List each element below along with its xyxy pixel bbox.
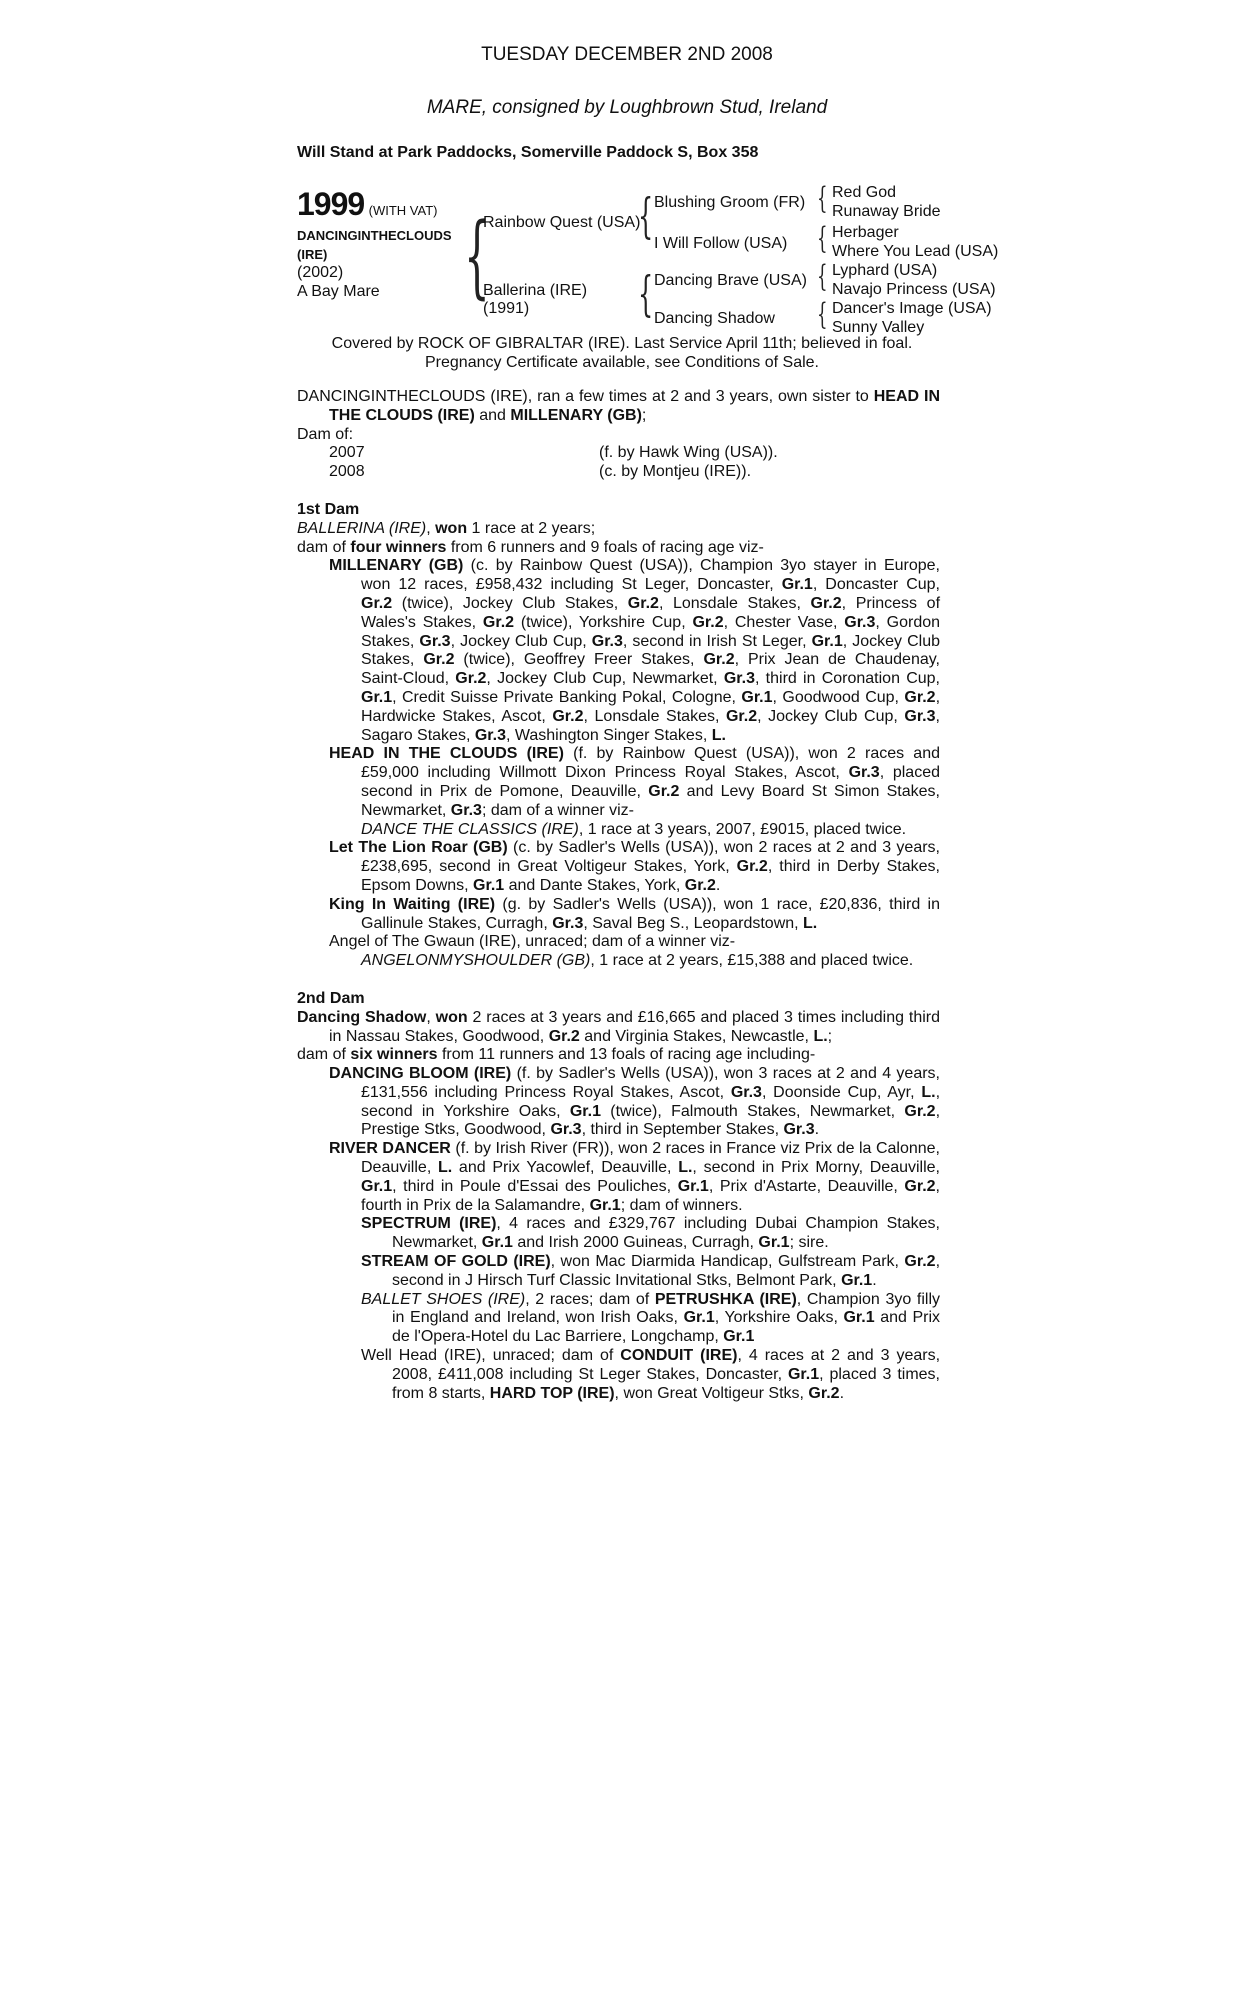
text-segment: L. [711,726,726,744]
brace-dd: { [817,297,828,332]
horse-year: (2002) [297,264,344,281]
pedigree-ss: Blushing Groom (FR) [654,194,806,211]
text-segment: Gr.3 [783,1121,815,1139]
first-dam-heading: 1st Dam [297,500,360,518]
text-segment: SPECTRUM (IRE) [361,1215,497,1233]
catalogue-body [297,388,940,1403]
text-segment: Gr.1 [361,688,393,706]
text-segment: (f. by Irish River (FR)), won 2 races in France viz Prix de la Calonne, Deauville, [361,1140,940,1177]
text-segment: Gr.3 [844,613,876,631]
text-segment: L. [813,1027,828,1045]
text-segment: , Hardwicke Stakes, Ascot, [361,688,941,725]
text-segment: , Jockey Club Cup, [757,707,905,725]
brace-sd: { [817,221,828,256]
text-segment: Gr.1 [758,1234,790,1252]
text-segment: Gr.2 [648,782,680,800]
text-segment: L. [678,1159,693,1177]
lot-header [297,186,437,223]
text-segment: Gr.1 [811,632,843,650]
text-segment: ; dam of a winner viz- [481,801,634,819]
text-segment: 2 races at 3 years and £16,665 and placed 3 times including third in Nassau Stakes, Goodwood, [329,1008,941,1045]
text-segment: , Yorkshire Oaks, [714,1309,844,1327]
text-segment: , 4 races and £329,767 including Dubai Champion Stakes, Newmarket, [392,1215,940,1252]
pedigree-dam-year: (1991) [483,300,530,317]
text-segment: and Levy Board St Simon Stakes, Newmarket, [361,782,940,819]
text-segment: Gr.2 [904,1253,936,1271]
text-segment: STREAM OF GOLD (IRE) [361,1253,551,1271]
text-segment: Gr.1 [841,1271,873,1289]
produce-entry [297,1065,940,1140]
text-segment: , Champion 3yo filly in England and Ireland, won Irish Oaks, [392,1290,940,1327]
text-segment: HEAD IN THE CLOUDS (IRE) [329,745,564,763]
text-segment: Gr.1 [589,1196,621,1214]
produce-entry [297,745,940,820]
text-segment: , won Great Voltigeur Stks, [614,1384,809,1402]
pedigree-dsd: Navajo Princess (USA) [832,281,996,298]
text-segment: King In Waiting (IRE) [329,895,496,913]
text-segment: won [435,1008,468,1026]
text-segment: (c. by Sadler's Wells (USA)), won 2 races at 2 and 3 years, £238,695, second in Great Voltigeur Stakes, York, [361,839,940,876]
intro-paragraph: DANCINGINTHECLOUDS (IRE), ran a few times at 2 and 3 years, own sister to HEAD IN THE CLOUDS (IRE) and MILLENARY (GB); [297,388,940,424]
text-segment: , Credit Suisse Private Banking Pokal, Cologne, [392,688,742,706]
text-segment: L. [803,914,818,932]
text-segment: Gr.2 [455,670,487,688]
pregnancy-line: Pregnancy Certificate available, see Conditions of Sale. [425,354,819,371]
text-segment: , second in Yorkshire Oaks, [361,1083,941,1120]
pedigree-sire: Rainbow Quest (USA) [483,214,641,231]
text-segment: DANCING BLOOM (IRE) [329,1065,512,1083]
text-segment: Gr.3 [848,764,880,782]
text-segment: , second in Irish St Leger, [622,632,812,650]
text-segment: Gr.3 [591,632,623,650]
produce-row: 2008 (c. by Montjeu (IRE)). [329,463,752,481]
brace-ds: { [817,259,828,294]
brace-ss: { [817,181,828,216]
text-segment: , Prix Jean de Chaudenay, Saint-Cloud, [361,651,941,688]
text-segment: , 2 races; dam of [525,1290,655,1308]
grand-produce-entry [297,1291,940,1347]
text-segment: (g. by Sadler's Wells (USA)), won 1 race, £20,836, third in Gallinule Stakes, Curragh, [361,895,940,932]
first-dam-line: BALLERINA (IRE), won 1 race at 2 years; [297,519,596,537]
text-segment: , Jockey Club Stakes, [361,632,940,669]
text-segment: Gr.3 [550,1121,582,1139]
text-segment: Gr.2 [725,707,758,725]
pedigree-dd: Dancing Shadow [654,310,775,327]
consignment-line: MARE, consigned by Loughbrown Stud, Ireland [426,97,828,118]
text-segment: , Doncaster Cup, [812,576,940,594]
text-segment: Dancing Shadow [297,1008,427,1026]
produce-entry [297,557,940,745]
pedigree-dds: Dancer's Image (USA) [832,300,992,317]
text-segment: Gr.2 [808,1384,840,1402]
horse-country: (IRE) [297,247,328,262]
horse-description: A Bay Mare [297,283,380,300]
lot-number: 1999 [297,186,365,222]
text-segment: . [814,1121,820,1139]
text-segment: HARD TOP (IRE) [489,1384,615,1402]
text-segment: ; sire. [789,1234,829,1252]
second-dam-summary [297,1046,940,1065]
text-segment: , fourth in Prix de la Salamandre, [361,1177,940,1214]
text-segment: Gr.3 [419,632,451,650]
text-segment: Gr.3 [552,914,584,932]
stand-location: Will Stand at Park Paddocks, Somerville Paddock S, Box 358 [297,144,759,161]
brace-main: { [464,204,490,309]
text-segment: Gr.2 [736,858,768,876]
text-segment: Gr.2 [684,876,716,894]
text-segment: , [426,1008,436,1026]
text-segment: L. [921,1083,936,1101]
grand-produce-entry [297,1215,940,1253]
text-segment: Gr.1 [843,1309,875,1327]
text-segment: Gr.2 [904,688,936,706]
text-segment: dam of [297,1046,351,1064]
text-segment: , Gordon Stakes, [361,613,941,650]
first-dam-summary: dam of four winners from 6 runners and 9 foals of racing age viz- [297,538,764,556]
text-segment: Gr.1 [361,1177,393,1195]
text-segment: Gr.2 [692,613,724,631]
grand-produce-entry [297,1347,940,1403]
covering-line: Covered by ROCK OF GIBRALTAR (IRE). Last Service April 11th; believed in foal. [331,335,913,352]
pedigree-ds: Dancing Brave (USA) [654,272,807,289]
text-segment: , third in Derby Stakes, Epsom Downs, [361,858,940,894]
text-segment: CONDUIT (IRE) [620,1347,738,1365]
second-dam-heading: 2nd Dam [297,989,365,1007]
text-segment: from 11 runners and 13 foals of racing age including- [437,1046,816,1064]
text-segment: , Prestige Stks, Goodwood, [361,1102,941,1139]
text-segment: , third in September Stakes, [581,1121,784,1139]
text-segment: Gr.1 [723,1328,755,1346]
text-segment: BALLET SHOES (IRE) [361,1290,526,1308]
pedigree-sds: Herbager [832,224,899,241]
text-segment: (f. by Rainbow Quest (USA)), won 2 races and £59,000 including Willmott Dixon Princess Royal Stakes, Ascot, [361,745,941,782]
sale-date: TUESDAY DECEMBER 2ND 2008 [481,44,773,65]
text-segment: and Virginia Stakes, Newcastle, [579,1027,814,1045]
text-segment: Gr.3 [730,1083,762,1101]
text-segment: Gr.3 [450,801,482,819]
text-segment: , Goodwood Cup, [772,688,905,706]
text-segment: , third in Coronation Cup, [755,670,940,688]
text-segment: Gr.3 [723,670,755,688]
produce-entry [297,1140,940,1215]
text-segment: Gr.2 [548,1027,580,1045]
horse-name: DANCINGINTHECLOUDS [297,228,452,243]
pedigree-sss: Red God [832,184,897,201]
text-segment: , Saval Beg S., Leopardstown, [583,914,804,932]
grand-produce-entry: ANGELONMYSHOULDER (GB), 1 race at 2 years, £15,388 and placed twice. [361,952,914,970]
text-segment: Let The Lion Roar (GB) [329,839,508,857]
text-segment: Gr.1 [781,576,813,594]
text-segment: and Prix de l'Opera-Hotel du Lac Barriere, Longchamp, [392,1309,941,1346]
text-segment: , placed second in Prix de Pomone, Deauville, [361,764,940,800]
text-segment: . [715,876,721,894]
text-segment: , 4 races at 2 and 3 years, 2008, £411,008 including St Leger Stakes, Doncaster, [392,1347,941,1383]
text-segment: , Chester Vase, [723,613,845,631]
grand-produce-entry: DANCE THE CLASSICS (IRE), 1 race at 3 years, 2007, £9015, placed twice. [361,820,907,838]
text-segment: , won Mac Diarmida Handicap, Gulfstream Park, [550,1253,905,1271]
text-segment: Gr.1 [741,688,773,706]
dam-of-label: Dam of: [297,425,354,443]
pedigree-ssd: Runaway Bride [832,203,941,220]
text-segment: Gr.2 [482,613,515,631]
text-segment: (twice), Jockey Club Stakes, [392,594,628,612]
grand-produce-entry [297,1253,940,1291]
text-segment: Gr.2 [703,651,735,669]
text-segment: L. [437,1159,453,1177]
text-segment: PETRUSHKA (IRE) [654,1290,797,1308]
text-segment: and Prix Yacowlef, Deauville, [452,1159,679,1177]
text-segment: , Doonside Cup, Ayr, [761,1083,922,1101]
text-segment: and Irish 2000 Guineas, Curragh, [512,1234,759,1252]
text-segment: RIVER DANCER [329,1140,451,1158]
text-segment: MILLENARY (GB) [329,557,464,575]
pedigree-ddd: Sunny Valley [832,319,925,336]
vat-note: (WITH VAT) [368,203,438,218]
text-segment: Gr.1 [569,1102,601,1120]
text-segment: , Jockey Club Cup, [450,632,592,650]
text-segment: . [839,1384,845,1402]
text-segment: six winners [350,1046,438,1064]
text-segment: , Jockey Club Cup, Newmarket, [486,670,724,688]
pedigree-dam: Ballerina (IRE) [483,282,588,299]
produce-entry: Angel of The Gwaun (IRE), unraced; dam of a winner viz- [329,933,736,951]
text-segment: (twice), Falmouth Stakes, Newmarket, [600,1102,905,1120]
text-segment: Gr.2 [904,1177,936,1195]
produce-entry [297,839,940,895]
pedigree-dss: Lyphard (USA) [832,262,938,279]
text-segment: , Lonsdale Stakes, [658,594,811,612]
pedigree-sdd: Where You Lead (USA) [832,243,999,260]
text-segment: Gr.1 [473,876,505,894]
text-segment: , Prix d'Astarte, Deauville, [708,1177,905,1195]
text-segment: Gr.1 [677,1177,709,1195]
text-segment: Gr.2 [552,707,584,725]
text-segment: Gr.2 [627,594,659,612]
brace-dam: { [638,266,654,322]
text-segment: Gr.1 [787,1365,820,1383]
text-segment: ; dam of winners. [620,1196,743,1214]
text-segment: (twice), Yorkshire Cup, [514,613,693,631]
pedigree-sd: I Will Follow (USA) [654,235,788,252]
text-segment: Gr.1 [481,1234,513,1252]
text-segment: Gr.2 [361,594,393,612]
produce-entry [297,896,940,934]
text-segment: (c. by Rainbow Quest (USA)), Champion 3yo stayer in Europe, won 12 races, £958,432 including St Leger, Doncaster, [361,557,941,594]
pedigree-table [297,181,999,336]
text-segment: , second in Prix Morny, Deauville, [692,1159,941,1177]
second-dam-line [297,1009,940,1047]
text-segment: and Dante Stakes, York, [504,876,685,894]
text-segment: Gr.2 [904,1102,936,1120]
text-segment: (twice), Geoffrey Freer Stakes, [454,651,704,669]
text-segment: (f. by Sadler's Wells (USA)), won 3 races at 2 and 4 years, £131,556 including Princess Royal Stakes, Ascot, [361,1065,941,1101]
text-segment: Well Head (IRE), unraced; dam of [361,1347,621,1365]
brace-sire: { [638,188,654,244]
text-segment: , second in J Hirsch Turf Classic Invitational Stks, Belmont Park, [392,1253,941,1289]
text-segment: Gr.3 [904,707,936,725]
text-segment: , third in Poule d'Essai des Pouliches, [392,1177,678,1195]
covering-note [297,334,947,372]
text-segment: Gr.2 [423,651,455,669]
text-segment: , Lonsdale Stakes, [583,707,726,725]
text-segment: Gr.1 [683,1309,715,1327]
text-segment: ; [827,1027,833,1045]
text-segment: Gr.3 [474,726,506,744]
text-segment: , Princess of Wales's Stakes, [361,594,941,631]
text-segment: , Washington Singer Stakes, [505,726,712,744]
text-segment: , placed 3 times, from 8 starts, [392,1365,940,1402]
text-segment: , Sagaro Stakes, [361,707,940,744]
text-segment: . [872,1271,877,1289]
produce-row: 2007 (f. by Hawk Wing (USA)). [329,444,778,462]
text-segment: Gr.2 [810,594,842,612]
